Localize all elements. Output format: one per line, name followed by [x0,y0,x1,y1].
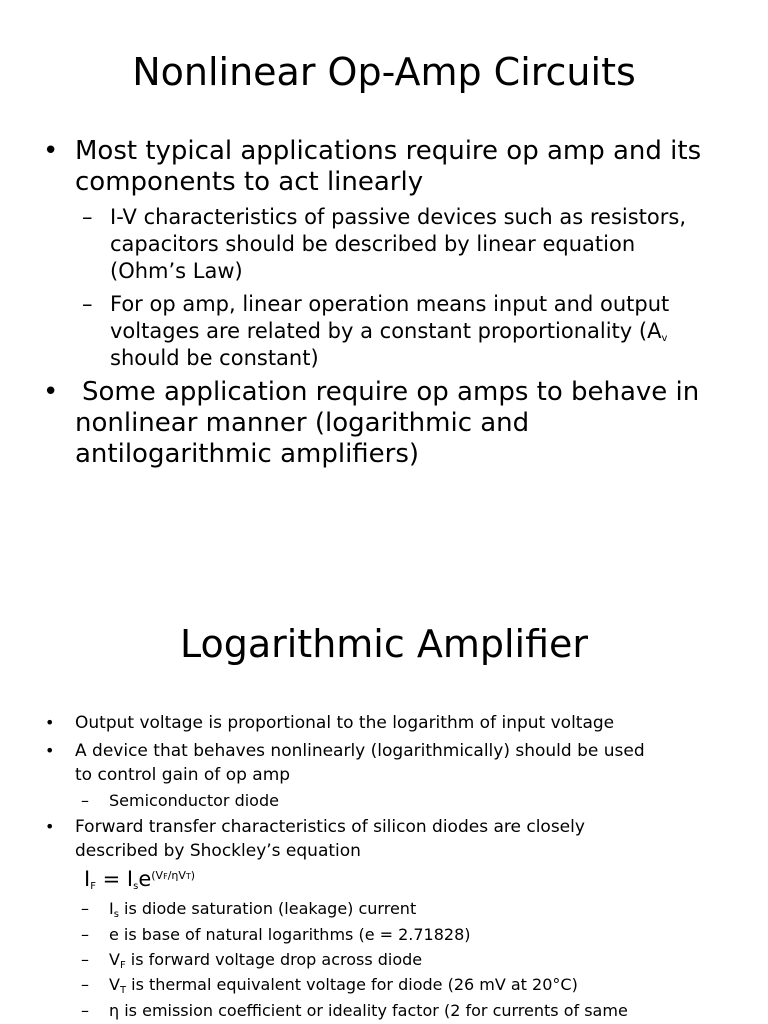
bullet-line: Forward transfer characteristics of silicon diodes are closely [75,817,585,837]
definition-vt [81,973,578,997]
sub-bullet-line: should be constant) [110,346,319,370]
bullet-forward-transfer [45,815,585,863]
bullet-output-voltage [45,711,615,735]
definition-is [81,897,417,921]
dash-marker: – [82,292,93,316]
dash-marker: – [81,950,89,969]
bullet-marker: • [45,713,55,732]
dash-marker: – [81,925,89,944]
sub-bullet-line: I-V characteristics of passive devices such as resistors, [110,205,687,229]
shockley-equation: $I_F = I_se^{(VF/\eta VT)}$ [84,867,196,892]
bullet-line: to control gain of op amp [75,765,291,785]
sub-bullet-iv-characteristics [82,204,687,285]
definition-line: η is emission coefficient or ideality factor (2 for currents of same [109,1001,628,1020]
sub-bullet-line: For op amp, linear operation means input and output [110,292,670,316]
bullet-typical-applications [43,136,702,198]
bullet-line: A device that behaves nonlinearly (logarithmically) should be used [75,741,645,761]
dash-marker: – [81,791,89,810]
slide-title: Nonlinear Op-Amp Circuits [132,50,636,94]
bullet-line: Most typical applications require op amp and its [75,136,702,166]
bullet-nonlinear-device [45,739,645,787]
bullet-line: Some application require op amps to behave in [82,377,700,407]
sub-bullet-line: voltages are related by a constant proportionality ($A_v$ [110,319,668,344]
bullet-line: antilogarithmic amplifiers) [75,439,420,469]
definition-vf [81,948,423,972]
definition-line: $I_s$ is diode saturation (leakage) current [109,899,417,920]
bullet-nonlinear-applications [43,377,700,470]
sub-bullet-op-amp-linear [82,291,670,372]
bullet-marker: • [43,377,59,407]
sub-bullet-line: (Ohm’s Law) [110,259,243,283]
sub-bullet-line: Semiconductor diode [109,791,279,810]
definition-line: $V_F$ is forward voltage drop across diode [109,950,423,971]
definition-line: e is base of natural logarithms (e = 2.71828) [109,925,471,944]
dash-marker: – [81,1001,89,1020]
sub-bullet-semiconductor-diode [81,789,279,813]
dash-marker: – [82,205,93,229]
definition-eta [81,999,628,1023]
definition-e [81,923,471,947]
dash-marker: – [81,975,89,994]
bullet-marker: • [45,817,55,836]
bullet-line: components to act linearly [75,167,424,197]
dash-marker: – [81,899,89,918]
slide-logarithmic-amplifier [0,600,768,1024]
bullet-line: nonlinear manner (logarithmic and [75,408,530,438]
slide-title: Logarithmic Amplifier [179,622,589,666]
definition-line: $V_T$ is thermal equivalent voltage for diode (26 mV at 20°C) [109,975,578,996]
bullet-marker: • [45,741,55,760]
bullet-marker: • [43,136,59,166]
sub-bullet-line: capacitors should be described by linear equation [110,232,636,256]
bullet-line: described by Shockley’s equation [75,841,361,861]
bullet-line: Output voltage is proportional to the logarithm of input voltage [75,713,615,733]
